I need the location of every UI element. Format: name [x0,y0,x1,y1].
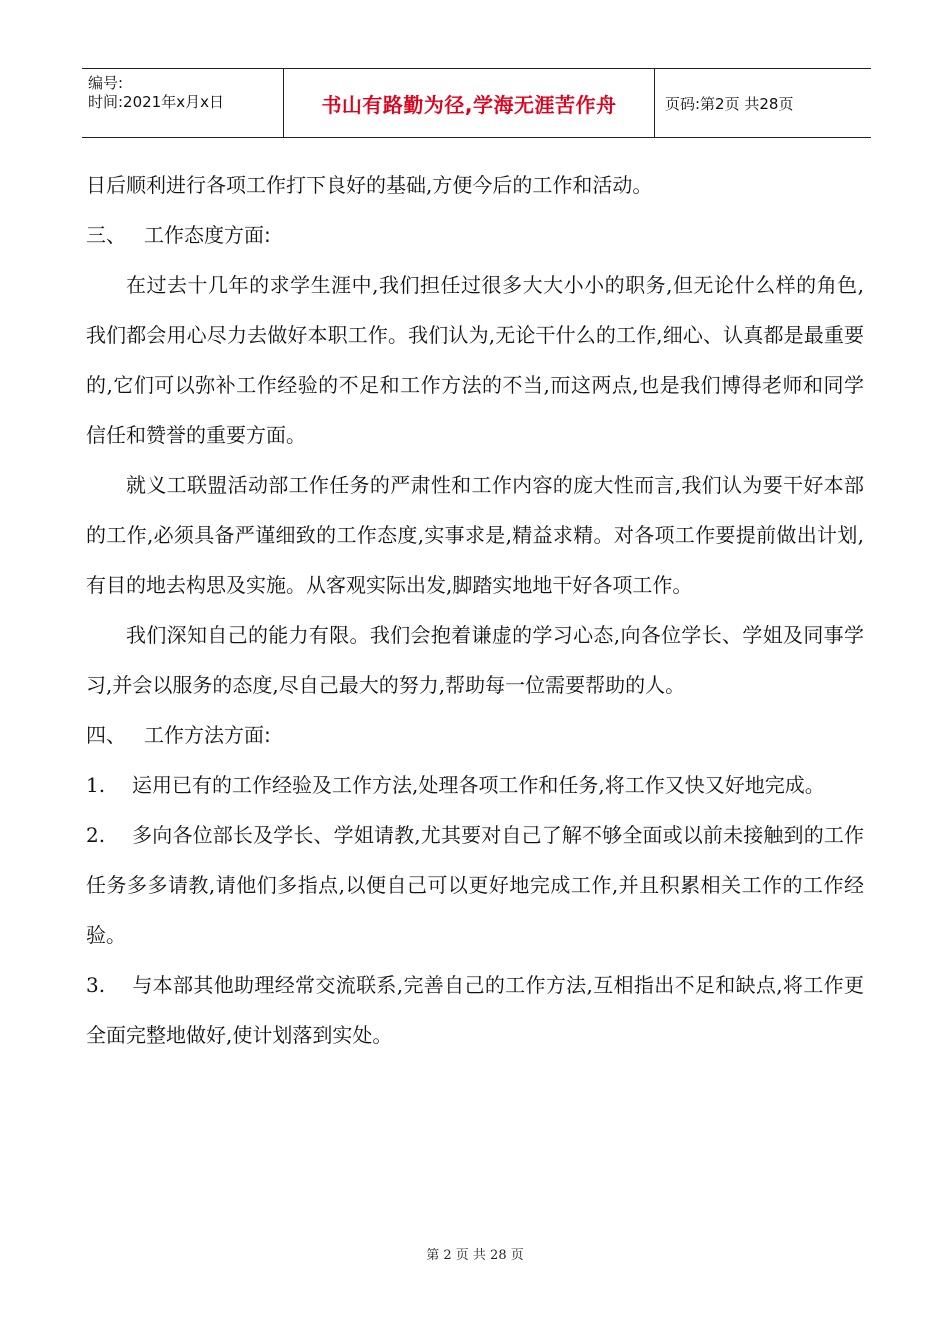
header-motto-cell [283,69,655,137]
header-page-info-cell [655,69,871,137]
date-label: 时间:2021年x月x日 [88,93,224,111]
list-item [86,760,864,810]
section-heading-3 [86,210,864,260]
list-item [86,960,864,1060]
page-footer: 第 2 页 共 28 页 [426,1248,524,1263]
list-item-text: 运用已有的工作经验及工作方法,处理各项工作和任务,将工作又快又好地完成。 [132,773,825,797]
section-number: 四、 [86,723,126,747]
list-item-number: 3. [86,973,106,997]
serial-label: 编号: [88,74,124,92]
document-body [86,160,864,1060]
section-heading-4 [86,710,864,760]
list-item-text: 多向各位部长及学长、学姐请教,尤其要对自己了解不够全面或以前未接触到的工作任务多多请教,请他们多指点,以便自己可以更好地完成工作,并且积累相关工作的工作经验。 [86,823,864,947]
paragraph: 就义工联盟活动部工作任务的严肃性和工作内容的庞大性而言,我们认为要干好本部的工作,必须具备严谨细致的工作态度,实事求是,精益求精。对各项工作要提前做出计划,有目的地去构思及实施。从客观实际出发,脚踏实地地干好各项工作。 [86,473,864,597]
list-item [86,810,864,960]
list-item-text: 与本部其他助理经常交流联系,完善自己的工作方法,互相指出不足和缺点,将工作更全面完整地做好,使计划落到实处。 [86,973,864,1047]
paragraph-continuation: 日后顺利进行各项工作打下良好的基础,方便今后的工作和活动。 [86,173,653,197]
page-header [82,68,871,138]
paragraph: 在过去十几年的求学生涯中,我们担任过很多大大小小的职务,但无论什么样的角色,我们都会用心尽力去做好本职工作。我们认为,无论干什么的工作,细心、认真都是最重要的,它们可以弥补工作经验的不足和工作方法的不当,而这两点,也是我们博得老师和同学信任和赞誉的重要方面。 [86,273,864,447]
list-item-number: 2. [86,823,106,847]
section-title: 工作方法方面: [144,723,271,747]
header-meta [82,69,283,137]
section-number: 三、 [86,223,126,247]
motto: 书山有路勤为径,学海无涯苦作舟 [321,92,617,117]
page-info: 页码:第2页 共28页 [665,94,794,113]
paragraph: 我们深知自己的能力有限。我们会抱着谦虚的学习心态,向各位学长、学姐及同事学习,并会以服务的态度,尽自己最大的努力,帮助每一位需要帮助的人。 [86,623,864,697]
section-title: 工作态度方面: [144,223,271,247]
list-item-number: 1. [86,773,106,797]
